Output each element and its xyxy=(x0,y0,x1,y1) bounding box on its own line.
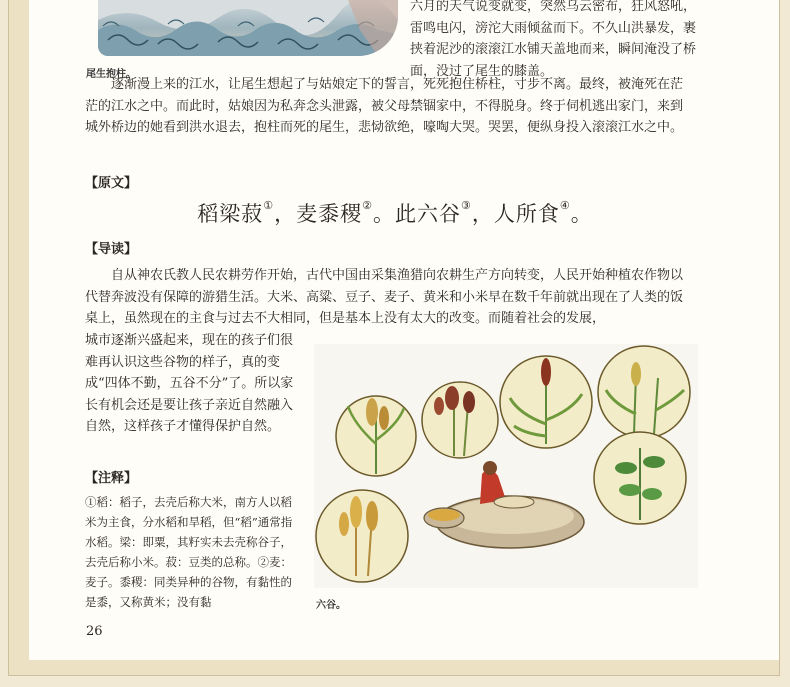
storm-illustration xyxy=(98,0,398,56)
note-ref-2: ② xyxy=(362,199,373,212)
woman-winnowing-figure xyxy=(424,461,584,548)
heading-original: 【原文】 xyxy=(85,176,138,191)
millet-circle xyxy=(500,356,592,448)
note-ref-4: ④ xyxy=(559,199,571,212)
rice-circle xyxy=(336,396,416,476)
story-paragraph: 逐渐漫上来的江水，让尾生想起了与姑娘定下的誓言，死死抱住桥柱，寸步不离。最终，被淹死在茫茫的江水之中。而此时，姑娘因为私奔念头泄露，被父母禁锢家中，不得脱身。终于伺机逃出家门，来到城外桥边的她看到洪水退去，抱柱而死的尾生，悲恸欲绝，嚎啕大哭。哭罢，便纵身投入滚滚江水之中。 xyxy=(85,77,684,135)
original-text xyxy=(0,198,790,228)
beans-circle xyxy=(598,346,690,438)
soybean-circle xyxy=(594,432,686,524)
illustration-caption: 尾生抱柱。 xyxy=(86,69,136,80)
guide-paragraph-column: 城市逐渐兴盛起来，现在的孩子们很难再认识这些谷物的样子，真的变成“四体不勤，五谷不分”了。所以家长有机会还是要让孩子亲近自然融入自然，这样孩子才懂得保护自然。 xyxy=(85,333,294,434)
original-part-5: 。 xyxy=(570,202,593,226)
heading-guide: 【导读】 xyxy=(85,242,138,257)
wheat-circle xyxy=(316,490,408,582)
original-part-1: 稻梁菽 xyxy=(197,202,264,226)
note-ref-3: ③ xyxy=(461,199,472,212)
notes-text: ①稻：稻子，去壳后称大米，南方人以稻米为主食，分水稻和旱稻，但“稻”通常指水稻。梁：即粟，其籽实未去壳称谷子，去壳后称小米。菽：豆类的总称。②麦：麦子。黍稷：同类异种的谷物，有黏性的是黍，又称黄米；没有黏 xyxy=(85,495,293,609)
page-number: 26 xyxy=(86,624,103,639)
original-part-3: 。此六谷 xyxy=(373,202,461,226)
note-ref-1: ① xyxy=(263,199,275,212)
sorghum-circle xyxy=(422,382,498,458)
story-text-top: 六月的天气说变就变，突然乌云密布，狂风怒吼，雷鸣电闪，滂沱大雨倾盆而下。不久山洪暴发，裹挟着泥沙的滚滚江水铺天盖地而来，瞬间淹没了桥面，没过了尾生的膝盖。 xyxy=(410,0,697,79)
image-caption: 六谷。 xyxy=(316,600,346,611)
six-grains-illustration xyxy=(314,344,698,588)
original-part-2: ，麦黍稷 xyxy=(274,202,363,226)
heading-notes: 【注释】 xyxy=(85,471,138,486)
guide-paragraph: 自从神农氏教人民农耕劳作开始，古代中国由采集渔猎向农耕生产方向转变，人民开始种植农作物以代替奔波没有保障的游猎生活。大米、高粱、豆子、麦子、黄米和小米早在数千年前就出现在了人类的饭桌上，虽然现在的主食与过去不大相同，但是基本上没有太大的改变。而随着社会的发展， xyxy=(85,268,684,326)
original-part-4: ，人所食 xyxy=(471,202,560,226)
